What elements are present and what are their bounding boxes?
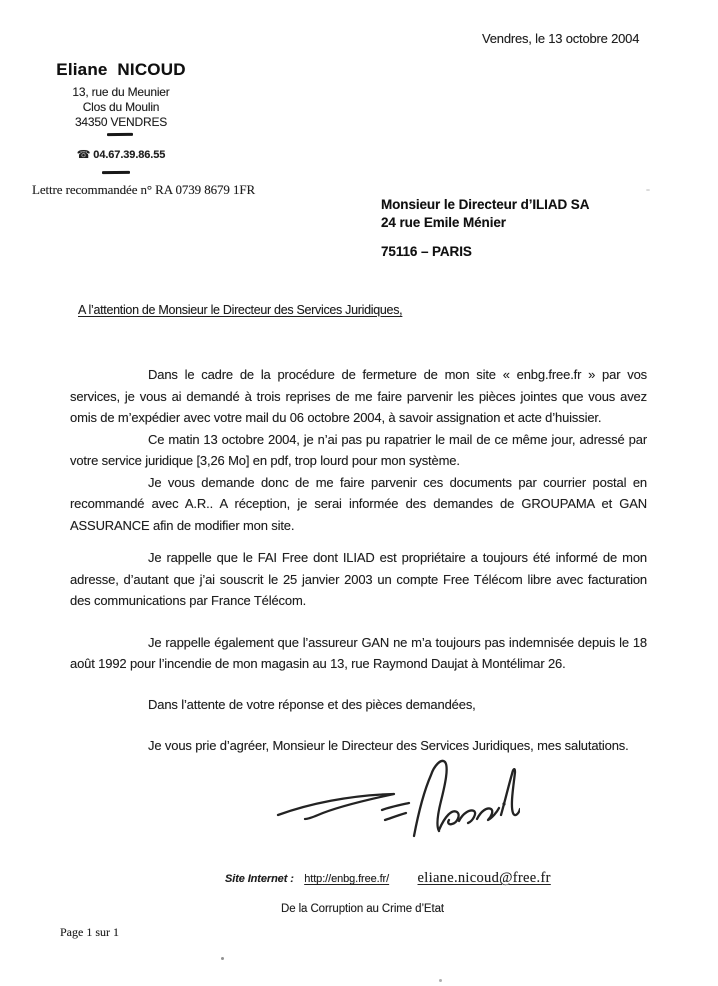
registered-mail-line: Lettre recommandée n° RA 0739 8679 1FR [32, 182, 256, 197]
sender-address-line: 13, rue du Meunier [72, 85, 170, 99]
recipient-block [381, 196, 589, 261]
scan-speck [646, 189, 650, 191]
phone-icon: ☎ [76, 148, 91, 161]
body-paragraph: Je rappelle que le FAI Free dont ILIAD est propriétaire a toujours été informé de mon adresse, d’autant que j’ai souscrit le 25 janvier 2003 un compte Free Télécom libre avec facturation des communications par France Télécom. [70, 550, 647, 608]
attention-line: A l’attention de Monsieur le Directeur des Services Juridiques, [78, 303, 403, 317]
recipient-city-line: 75116 – PARIS [381, 244, 472, 259]
body-paragraph: Je vous demande donc de me faire parvenir ces documents par courrier postal en recommandé avec A.R.. A réception, je serai informée des demandes de GROUPAMA et GAN ASSURANCE afin de modifier mon site. [70, 474, 647, 533]
handwritten-signature [268, 753, 520, 849]
site-label: Site Internet : [225, 873, 294, 885]
footer-motto: De la Corruption au Crime d’Etat [281, 903, 444, 915]
divider-dash [102, 171, 130, 174]
body-paragraph: Dans le cadre de la procédure de fermeture de mon site « enbg.free.fr » par vos services, je vous ai demandé à trois reprises de me faire parvenir les pièces jointes que vous avez omis de m’expédier avec votre mail du 06 octobre 2004, à savoir assignation et acte d’huissier. [70, 367, 647, 425]
sender-address-line: 34350 VENDRES [74, 115, 168, 129]
page-number: Page 1 sur 1 [60, 925, 119, 939]
divider-dash [107, 133, 133, 136]
recipient-line: Monsieur le Directeur d’ILIAD SA [381, 197, 590, 212]
sender-block [35, 60, 207, 130]
phone-number: 04.67.39.86.55 [93, 149, 166, 161]
letter-body [70, 364, 647, 757]
site-url-link[interactable]: http://enbg.free.fr/ [304, 873, 390, 885]
phone-line [35, 148, 207, 161]
recipient-line: 24 rue Emile Ménier [381, 215, 506, 230]
body-paragraph: Ce matin 13 octobre 2004, je n’ai pas pu rapatrier le mail de ce même jour, adressé par votre service juridique [3,26 Mo] en pdf, trop lourd pour mon système. [70, 431, 647, 468]
date-line: Vendres, le 13 octobre 2004 [482, 31, 640, 46]
closing-salutation: Je vous prie d’agréer, Monsieur le Directeur des Services Juridiques, mes salutations. [148, 738, 629, 753]
scan-speck [439, 979, 442, 982]
body-paragraph: Je rappelle également que l’assureur GAN ne m’a toujours pas indemnisée depuis le 18 août 1992 pour l’incendie de mon magasin au 13, rue Raymond Daujat à Montélimar 26. [70, 634, 647, 671]
scan-speck [221, 957, 224, 960]
footer-contact-line [225, 869, 551, 887]
email-link[interactable]: eliane.nicoud@free.fr [417, 870, 551, 886]
sender-name: Eliane NICOUD [56, 60, 186, 79]
sender-address-line: Clos du Moulin [82, 100, 160, 114]
body-paragraph: Dans l’attente de votre réponse et des pièces demandées, [148, 696, 476, 712]
